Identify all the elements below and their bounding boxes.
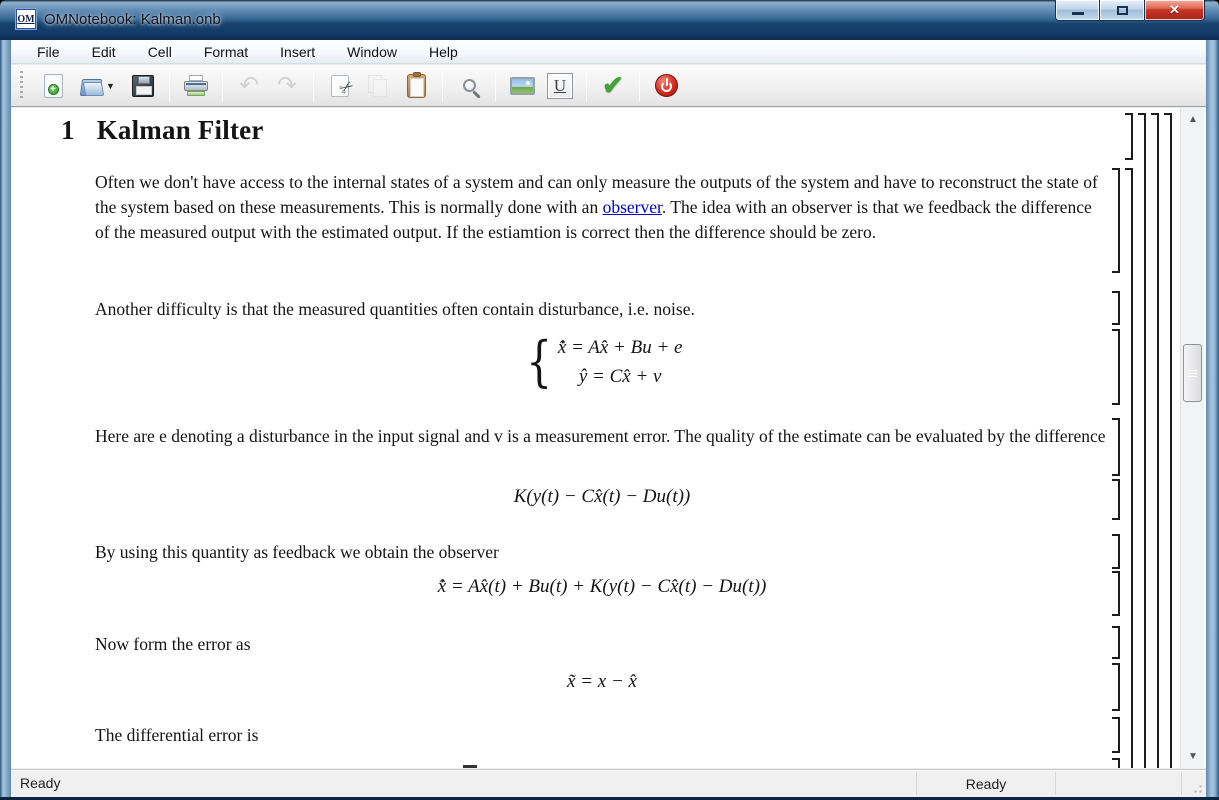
check-icon: ✔ [602,70,624,100]
math-cell-observer[interactable]: x̂̇ = Ax̂(t) + Bu(t) + K(y(t) − Cx̂(t) − Du(t)) [437,576,767,597]
vertical-scrollbar[interactable] [1180,108,1204,768]
scroll-up-button[interactable]: ▲ [1188,114,1198,125]
close-icon: ✕ [1169,2,1180,17]
underline-icon: U [547,73,573,99]
window-border-right [1206,40,1219,797]
cell-bracket[interactable] [1112,571,1120,616]
toolbar-separator [639,71,640,101]
math-cell-error[interactable]: x̃ = x − x̂ [567,671,637,692]
cut-button[interactable] [323,69,357,103]
equation-line: ŷ = Cx̂ + v [578,366,662,387]
menu-bar [11,40,1206,64]
open-file-button[interactable] [74,69,122,103]
open-dropdown-icon[interactable]: ▼ [106,80,115,91]
search-icon [463,79,476,92]
minimize-button[interactable] [1055,0,1100,21]
new-document-button[interactable] [36,69,70,103]
save-icon [132,75,154,97]
text-cell-differential[interactable]: The differential error is [95,725,259,745]
scrollbar-thumb[interactable] [1183,344,1202,402]
notebook-document [11,108,1206,768]
status-empty-panel [1058,772,1182,795]
copy-button[interactable] [361,69,395,103]
cell-bracket[interactable] [1112,479,1120,520]
cell-bracket[interactable] [1112,418,1120,476]
close-button[interactable] [1145,0,1205,21]
section-title: Kalman Filter [96,115,264,145]
cell-bracket[interactable] [1112,168,1120,273]
window-border-left [0,40,11,797]
quit-button[interactable] [649,69,683,103]
toolbar-separator [169,71,170,101]
cell-bracket[interactable] [1112,534,1120,569]
text-cell-error[interactable]: Now form the error as [95,634,251,654]
print-button[interactable] [179,69,213,103]
open-folder-icon [81,79,103,97]
app-icon: OM [16,9,36,29]
minimize-icon [1072,12,1084,15]
heading-cell-bracket[interactable] [1125,113,1133,160]
toolbar-separator [442,71,443,101]
group-bracket[interactable] [1125,168,1133,768]
equation-line: x̂̇ = Ax̂ + Bu + e [557,337,683,358]
redo-icon: ↷ [276,71,298,99]
cell-bracket[interactable] [1112,663,1120,711]
toolbar-drag-handle[interactable] [19,71,24,101]
save-button[interactable] [126,69,160,103]
undo-button[interactable] [232,69,266,103]
menu-edit[interactable]: Edit [91,43,116,60]
paste-button[interactable] [399,69,433,103]
status-ready-panel: Ready [916,772,1056,795]
menu-window[interactable]: Window [347,43,397,60]
cell-bracket[interactable] [1112,717,1120,753]
cell-bracket[interactable] [1112,758,1120,768]
section-heading[interactable] [61,115,264,146]
power-icon [655,74,678,97]
menu-cell[interactable]: Cell [147,43,172,60]
window-title: OMNotebook: Kalman.onb [44,11,221,28]
status-message: Ready [20,775,61,791]
toolbar-separator [222,71,223,101]
scroll-down-button[interactable]: ▼ [1188,751,1198,762]
image-icon [510,77,535,95]
toolbar [11,65,1206,107]
insert-image-button[interactable] [505,69,539,103]
menu-file[interactable]: File [37,43,60,60]
maximize-button[interactable] [1100,0,1145,21]
new-document-icon: + [44,74,63,98]
status-bar [11,769,1206,797]
cell-bracket[interactable] [1112,329,1120,405]
toolbar-separator [313,71,314,101]
clipped-equation-fragment [463,765,477,768]
group-bracket[interactable] [1164,113,1172,768]
observer-link[interactable]: observer [602,197,662,217]
brace-glyph: { [525,330,552,393]
math-cell-feedback[interactable]: K(y(t) − Cx̂(t) − Du(t)) [513,486,691,507]
group-bracket[interactable] [1151,113,1159,768]
cell-bracket[interactable] [1112,291,1120,325]
print-icon [184,79,208,97]
text-cell-quantity[interactable]: By using this quantity as feedback we obtain the observer [95,542,499,562]
toolbar-separator [586,71,587,101]
window-controls [1055,0,1205,21]
text-cell-intro[interactable]: Often we don't have access to the internal states of a system and can only measure the outputs of the system and have to reconstruct the state of the system based on these measurements. This is normally done with an observer. The idea with an observer is that we feedback the difference of the measured output with the estimated output. If the estiamtion is correct then the difference should be zero. [95,172,1098,242]
resize-grip[interactable] [1190,781,1203,794]
menu-insert[interactable]: Insert [280,43,316,60]
redo-button[interactable] [270,69,304,103]
section-number: 1 [61,115,75,145]
paste-icon [407,74,426,98]
underline-button[interactable] [543,69,577,103]
evaluate-button[interactable] [596,69,630,103]
cell-bracket[interactable] [1112,626,1120,659]
menu-help[interactable]: Help [428,43,458,60]
search-button[interactable] [452,69,486,103]
menu-format[interactable]: Format [203,43,249,60]
cut-icon: ✂ [331,75,349,97]
undo-icon: ↶ [238,71,260,99]
math-cell-system[interactable] [95,330,1109,393]
maximize-icon [1117,6,1128,15]
group-bracket[interactable] [1138,113,1146,768]
text-cell-noise[interactable]: Another difficulty is that the measured quantities often contain disturbance, i.e. noise. [95,299,695,319]
toolbar-separator [495,71,496,101]
text-cell-disturbance[interactable]: Here are e denoting a disturbance in the input signal and v is a measurement error. The quality of the estimate can be evaluated by the difference [95,426,1106,446]
title-bar[interactable] [0,0,1219,40]
